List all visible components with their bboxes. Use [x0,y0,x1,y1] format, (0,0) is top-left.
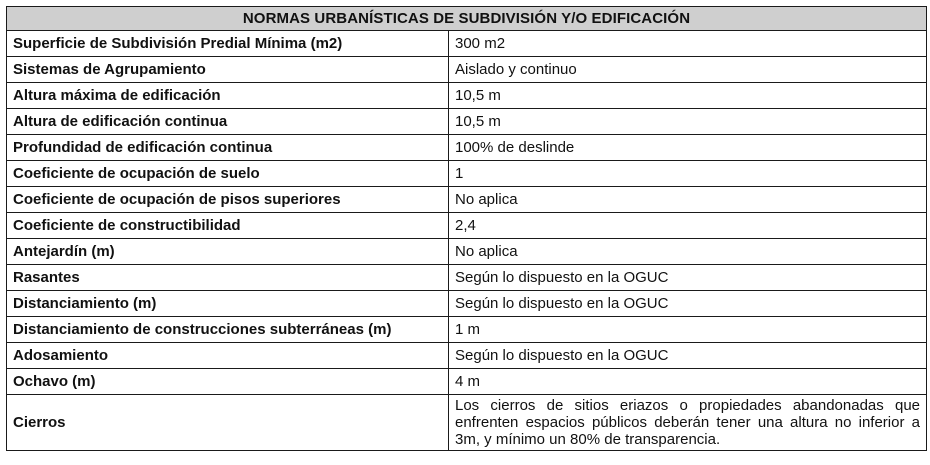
row-value: No aplica [449,239,927,265]
row-value: Según lo dispuesto en la OGUC [449,291,927,317]
table-row [7,343,927,369]
table-row [7,369,927,395]
row-label: Superficie de Subdivisión Predial Mínima (m2) [7,31,449,57]
row-value: Aislado y continuo [449,57,927,83]
row-label: Coeficiente de ocupación de suelo [7,161,449,187]
table-header-row [7,7,927,31]
table-row [7,161,927,187]
norms-table [6,6,927,451]
row-value: 10,5 m [449,109,927,135]
row-value: 10,5 m [449,83,927,109]
table-row [7,213,927,239]
row-label: Cierros [7,395,449,451]
row-value: 1 [449,161,927,187]
row-label: Ochavo (m) [7,369,449,395]
row-label: Distanciamiento (m) [7,291,449,317]
row-label: Distanciamiento de construcciones subterráneas (m) [7,317,449,343]
table-row [7,187,927,213]
row-label: Sistemas de Agrupamiento [7,57,449,83]
table-row [7,109,927,135]
row-label: Altura de edificación continua [7,109,449,135]
row-value: 2,4 [449,213,927,239]
table-row [7,239,927,265]
row-label: Antejardín (m) [7,239,449,265]
row-value: 100% de deslinde [449,135,927,161]
row-value: No aplica [449,187,927,213]
row-label: Profundidad de edificación continua [7,135,449,161]
row-label: Rasantes [7,265,449,291]
row-value: Según lo dispuesto en la OGUC [449,343,927,369]
row-value: Los cierros de sitios eriazos o propiedades abandonadas que enfrenten espacios públicos deberán tener una altura no inferior a 3m, y mínimo un 80% de transparencia. [449,395,927,451]
table-row [7,31,927,57]
norms-table-container [6,6,926,451]
table-row [7,135,927,161]
table-title: NORMAS URBANÍSTICAS DE SUBDIVISIÓN Y/O EDIFICACIÓN [7,7,927,31]
table-row [7,291,927,317]
table-row [7,317,927,343]
row-value: 1 m [449,317,927,343]
row-label: Adosamiento [7,343,449,369]
row-label: Coeficiente de constructibilidad [7,213,449,239]
row-value: 4 m [449,369,927,395]
table-row [7,265,927,291]
row-label: Coeficiente de ocupación de pisos superiores [7,187,449,213]
table-row [7,395,927,451]
row-label: Altura máxima de edificación [7,83,449,109]
table-row [7,83,927,109]
row-value: 300 m2 [449,31,927,57]
row-value: Según lo dispuesto en la OGUC [449,265,927,291]
table-row [7,57,927,83]
